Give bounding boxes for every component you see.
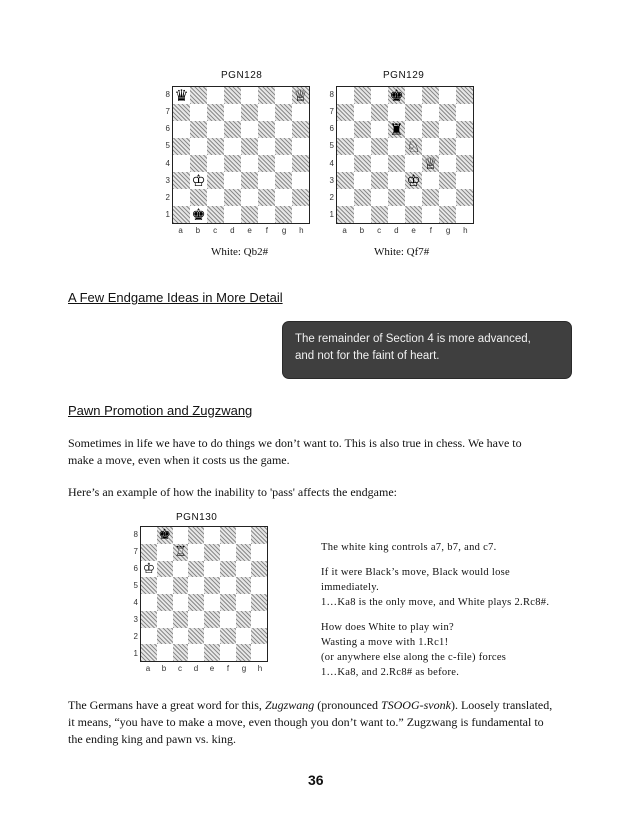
board-square	[292, 104, 309, 121]
diagram-label-pgn129: PGN129	[383, 70, 425, 81]
file-label: b	[195, 226, 201, 235]
board-square	[173, 644, 189, 661]
black-king-icon: ♚	[389, 85, 404, 105]
file-label: f	[265, 226, 268, 235]
diagram-caption-pgn129: White: Qf7#	[374, 246, 430, 258]
white-rook-icon: ♖	[174, 544, 187, 561]
board-square	[258, 104, 275, 121]
board-square	[439, 172, 456, 189]
board-square	[354, 121, 371, 138]
board-square	[141, 544, 157, 561]
rank-label: 1	[329, 210, 334, 220]
board-square	[157, 611, 173, 628]
text-run: (pronounced	[314, 698, 381, 712]
note-line: Wasting a move with 1.Rc1!	[321, 637, 449, 648]
board-square	[220, 628, 236, 645]
board-square	[337, 189, 354, 206]
board-square	[337, 172, 354, 189]
board-square	[190, 121, 207, 138]
chessboard-pgn128	[172, 86, 310, 224]
page-number: 36	[308, 772, 324, 788]
board-square	[337, 121, 354, 138]
board-square	[275, 104, 292, 121]
board-square	[157, 527, 173, 544]
file-label: h	[299, 226, 304, 235]
board-square	[251, 577, 267, 594]
rank-label: 6	[165, 124, 170, 134]
note-line: How does White to play win?	[321, 622, 455, 633]
rank-label: 8	[329, 89, 334, 99]
rank-label: 3	[165, 175, 170, 185]
board-square	[251, 544, 267, 561]
chessboard-pgn130	[140, 526, 268, 662]
rank-label: 5	[133, 580, 138, 590]
board-square	[204, 561, 220, 578]
board-square	[190, 138, 207, 155]
board-square	[456, 104, 473, 121]
board-square	[188, 611, 204, 628]
board-square	[388, 189, 405, 206]
board-square	[456, 189, 473, 206]
board-square	[422, 87, 439, 104]
file-label: f	[226, 664, 230, 673]
board-square	[439, 155, 456, 172]
zugzwang-definition-paragraph	[68, 697, 558, 748]
file-label: f	[429, 226, 432, 235]
board-square	[207, 189, 224, 206]
board-square	[251, 594, 267, 611]
board-square	[157, 561, 173, 578]
black-king-icon: ♚	[191, 204, 206, 224]
board-square	[236, 561, 252, 578]
board-square	[173, 628, 189, 645]
board-square	[188, 561, 204, 578]
advanced-warning-callout	[283, 322, 571, 378]
board-square	[190, 155, 207, 172]
board-square	[241, 189, 258, 206]
board-square	[422, 172, 439, 189]
board-square	[275, 172, 292, 189]
board-square	[439, 87, 456, 104]
board-square	[220, 577, 236, 594]
board-square	[204, 544, 220, 561]
board-square	[337, 138, 354, 155]
white-queen-icon: ♕	[423, 153, 438, 173]
black-king-icon: ♚	[158, 527, 171, 544]
board-square	[241, 104, 258, 121]
board-square	[173, 189, 190, 206]
board-square	[275, 155, 292, 172]
board-square	[405, 104, 422, 121]
zugzwang-explanation	[321, 540, 561, 680]
board-square	[456, 121, 473, 138]
board-square	[190, 206, 207, 223]
board-square	[157, 644, 173, 661]
board-square	[141, 527, 157, 544]
board-square	[371, 121, 388, 138]
board-square	[354, 104, 371, 121]
board-square	[292, 138, 309, 155]
board-square	[405, 206, 422, 223]
rank-label: 2	[329, 193, 334, 203]
rank-label: 4	[165, 158, 170, 168]
board-square	[173, 87, 190, 104]
section-heading-pawn-promotion: Pawn Promotion and Zugzwang	[68, 403, 253, 418]
board-square	[204, 594, 220, 611]
rank-label: 8	[133, 529, 138, 539]
board-square	[258, 189, 275, 206]
board-square	[207, 121, 224, 138]
file-label: c	[377, 226, 382, 235]
board-square	[173, 527, 189, 544]
board-square	[190, 189, 207, 206]
board-square	[173, 544, 189, 561]
board-square	[405, 87, 422, 104]
board-square	[275, 138, 292, 155]
board-square	[354, 87, 371, 104]
file-labels	[140, 664, 268, 674]
board-square	[190, 172, 207, 189]
board-square	[292, 87, 309, 104]
board-square	[405, 155, 422, 172]
file-label: g	[241, 664, 247, 673]
rank-label: 2	[165, 193, 170, 203]
diagram-caption-pgn128: White: Qb2#	[211, 246, 269, 258]
board-square	[292, 121, 309, 138]
board-square	[275, 206, 292, 223]
board-square	[188, 544, 204, 561]
note-line: The white king controls a7, b7, and c7.	[321, 542, 497, 553]
board-square	[456, 138, 473, 155]
rank-label: 7	[133, 546, 138, 556]
board-square	[241, 172, 258, 189]
board-square	[224, 87, 241, 104]
rank-label: 2	[133, 631, 138, 641]
rank-label: 1	[133, 648, 138, 658]
white-queen-icon: ♕	[293, 85, 308, 105]
board-square	[388, 172, 405, 189]
board-square	[141, 644, 157, 661]
board-square	[236, 611, 252, 628]
rank-label: 6	[133, 563, 138, 573]
board-square	[224, 189, 241, 206]
rank-label: 5	[165, 141, 170, 151]
board-square	[292, 189, 309, 206]
file-label: a	[342, 226, 347, 235]
board-square	[236, 594, 252, 611]
black-rook-icon: ♜	[389, 119, 404, 139]
note-line: (or anywhere else along the c-file) forces	[321, 652, 507, 663]
file-label: d	[193, 664, 199, 673]
board-square	[188, 644, 204, 661]
board-square	[258, 121, 275, 138]
board-square	[258, 172, 275, 189]
board-square	[190, 104, 207, 121]
white-king-icon: ♔	[191, 170, 206, 190]
board-square	[173, 104, 190, 121]
board-square	[292, 172, 309, 189]
board-square	[275, 121, 292, 138]
note-line: 1…Ka8, and 2.Rc8# as before.	[321, 667, 460, 678]
rank-label: 5	[329, 141, 334, 151]
white-king-icon: ♔	[142, 560, 156, 577]
file-label: a	[145, 664, 151, 673]
rank-label: 7	[329, 106, 334, 116]
board-square	[220, 594, 236, 611]
board-square	[207, 206, 224, 223]
board-square	[204, 611, 220, 628]
board-square	[207, 155, 224, 172]
rank-labels	[158, 86, 170, 224]
board-square	[224, 206, 241, 223]
board-square	[337, 155, 354, 172]
board-square	[422, 189, 439, 206]
board-square	[241, 206, 258, 223]
board-square	[224, 138, 241, 155]
file-label: b	[359, 226, 365, 235]
board-square	[173, 206, 190, 223]
board-square	[241, 87, 258, 104]
board-square	[251, 527, 267, 544]
board-square	[220, 644, 236, 661]
board-square	[207, 104, 224, 121]
file-label: c	[213, 226, 218, 235]
board-square	[204, 527, 220, 544]
board-square	[224, 172, 241, 189]
board-square	[236, 527, 252, 544]
board-square	[439, 206, 456, 223]
board-square	[173, 561, 189, 578]
board-square	[207, 138, 224, 155]
board-square	[405, 138, 422, 155]
board-square	[236, 577, 252, 594]
board-square	[388, 121, 405, 138]
board-square	[405, 172, 422, 189]
file-label: e	[411, 226, 416, 235]
board-square	[439, 138, 456, 155]
board-square	[173, 611, 189, 628]
board-square	[251, 611, 267, 628]
board-square	[236, 644, 252, 661]
board-square	[371, 104, 388, 121]
chessboard-pgn129	[336, 86, 474, 224]
rank-label: 3	[133, 614, 138, 624]
board-square	[157, 544, 173, 561]
board-square	[422, 206, 439, 223]
board-square	[224, 121, 241, 138]
board-square	[371, 172, 388, 189]
board-square	[141, 561, 157, 578]
rank-label: 7	[165, 106, 170, 116]
board-square	[173, 594, 189, 611]
board-square	[207, 87, 224, 104]
board-square	[241, 155, 258, 172]
board-square	[220, 561, 236, 578]
file-label: d	[394, 226, 399, 235]
pronunciation: TSOOG-svonk	[380, 698, 451, 712]
board-square	[220, 611, 236, 628]
board-square	[292, 206, 309, 223]
board-square	[456, 206, 473, 223]
board-square	[241, 138, 258, 155]
board-square	[371, 138, 388, 155]
board-square	[405, 121, 422, 138]
rank-label: 8	[165, 89, 170, 99]
file-label: e	[247, 226, 252, 235]
board-square	[388, 138, 405, 155]
board-square	[456, 155, 473, 172]
board-square	[251, 561, 267, 578]
rank-label: 6	[329, 124, 334, 134]
file-label: a	[178, 226, 183, 235]
board-square	[439, 104, 456, 121]
board-square	[258, 87, 275, 104]
board-square	[204, 577, 220, 594]
board-square	[141, 577, 157, 594]
board-square	[275, 189, 292, 206]
note-line: If it were Black’s move, Black would lose immediately.	[321, 567, 511, 593]
board-square	[207, 172, 224, 189]
section-heading-endgame-ideas: A Few Endgame Ideas in More Detail	[68, 290, 283, 305]
rank-label: 3	[329, 175, 334, 185]
board-square	[141, 611, 157, 628]
board-square	[371, 155, 388, 172]
board-square	[388, 104, 405, 121]
board-square	[220, 544, 236, 561]
rank-label: 4	[133, 597, 138, 607]
intro-paragraph: Sometimes in life we have to do things we don’t want to. This is also true in chess. We have to make a move, even when it costs us the game.	[68, 436, 522, 467]
file-label: g	[281, 226, 287, 235]
board-square	[157, 594, 173, 611]
file-label: h	[463, 226, 468, 235]
file-label: d	[230, 226, 235, 235]
white-king-icon: ♔	[406, 170, 421, 190]
board-square	[337, 206, 354, 223]
board-square	[439, 121, 456, 138]
board-square	[204, 628, 220, 645]
board-square	[337, 87, 354, 104]
board-square	[354, 155, 371, 172]
board-square	[439, 189, 456, 206]
file-label: e	[209, 664, 215, 673]
board-square	[354, 172, 371, 189]
board-square	[224, 155, 241, 172]
board-square	[354, 138, 371, 155]
text-run: ). Loosely translated, it means, “you have to make a move, even though you don’t want to.” Zugzwang is fundamental to the ending king and pawn vs. king.	[68, 698, 553, 746]
board-square	[422, 138, 439, 155]
board-square	[141, 594, 157, 611]
text-run: The Germans have a great word for this,	[68, 698, 265, 712]
board-square	[204, 644, 220, 661]
example-paragraph: Here’s an example of how the inability to 'pass' affects the endgame:	[68, 485, 397, 499]
note-line: 1…Ka8 is the only move, and White plays 2.Rc8#.	[321, 597, 550, 608]
file-label: g	[445, 226, 451, 235]
board-square	[173, 172, 190, 189]
board-square	[354, 189, 371, 206]
board-square	[371, 206, 388, 223]
zugzwang-term: Zugzwang	[264, 698, 315, 712]
board-square	[354, 206, 371, 223]
board-square	[236, 628, 252, 645]
board-square	[251, 644, 267, 661]
board-square	[188, 527, 204, 544]
board-square	[157, 577, 173, 594]
board-square	[173, 138, 190, 155]
board-square	[371, 189, 388, 206]
board-square	[337, 104, 354, 121]
board-square	[275, 87, 292, 104]
file-labels	[336, 226, 474, 236]
board-square	[236, 544, 252, 561]
board-square	[241, 121, 258, 138]
board-square	[388, 206, 405, 223]
board-square	[141, 628, 157, 645]
board-square	[371, 87, 388, 104]
board-square	[251, 628, 267, 645]
board-square	[188, 577, 204, 594]
rank-labels	[126, 526, 138, 662]
file-label: h	[257, 664, 263, 673]
board-square	[422, 104, 439, 121]
black-queen-icon: ♛	[174, 85, 189, 105]
file-label: c	[178, 664, 182, 673]
board-square	[224, 104, 241, 121]
diagram-label-pgn128: PGN128	[221, 70, 263, 81]
board-square	[157, 628, 173, 645]
file-label: b	[161, 664, 167, 673]
board-square	[220, 527, 236, 544]
board-square	[456, 172, 473, 189]
white-knight-icon: ♘	[406, 136, 421, 156]
board-square	[173, 155, 190, 172]
file-labels	[172, 226, 310, 236]
board-square	[456, 87, 473, 104]
callout-line-1: The remainder of Section 4 is more advanced,	[295, 333, 531, 345]
board-square	[188, 594, 204, 611]
board-square	[388, 87, 405, 104]
diagram-label-pgn130: PGN130	[176, 512, 218, 523]
board-square	[292, 155, 309, 172]
board-square	[258, 206, 275, 223]
rank-labels	[322, 86, 334, 224]
callout-line-2: and not for the faint of heart.	[295, 350, 440, 362]
board-square	[188, 628, 204, 645]
board-square	[173, 121, 190, 138]
board-square	[258, 155, 275, 172]
board-square	[405, 189, 422, 206]
board-square	[190, 87, 207, 104]
board-square	[258, 138, 275, 155]
rank-label: 1	[165, 210, 170, 220]
rank-label: 4	[329, 158, 334, 168]
board-square	[422, 155, 439, 172]
board-square	[173, 577, 189, 594]
board-square	[388, 155, 405, 172]
board-square	[422, 121, 439, 138]
